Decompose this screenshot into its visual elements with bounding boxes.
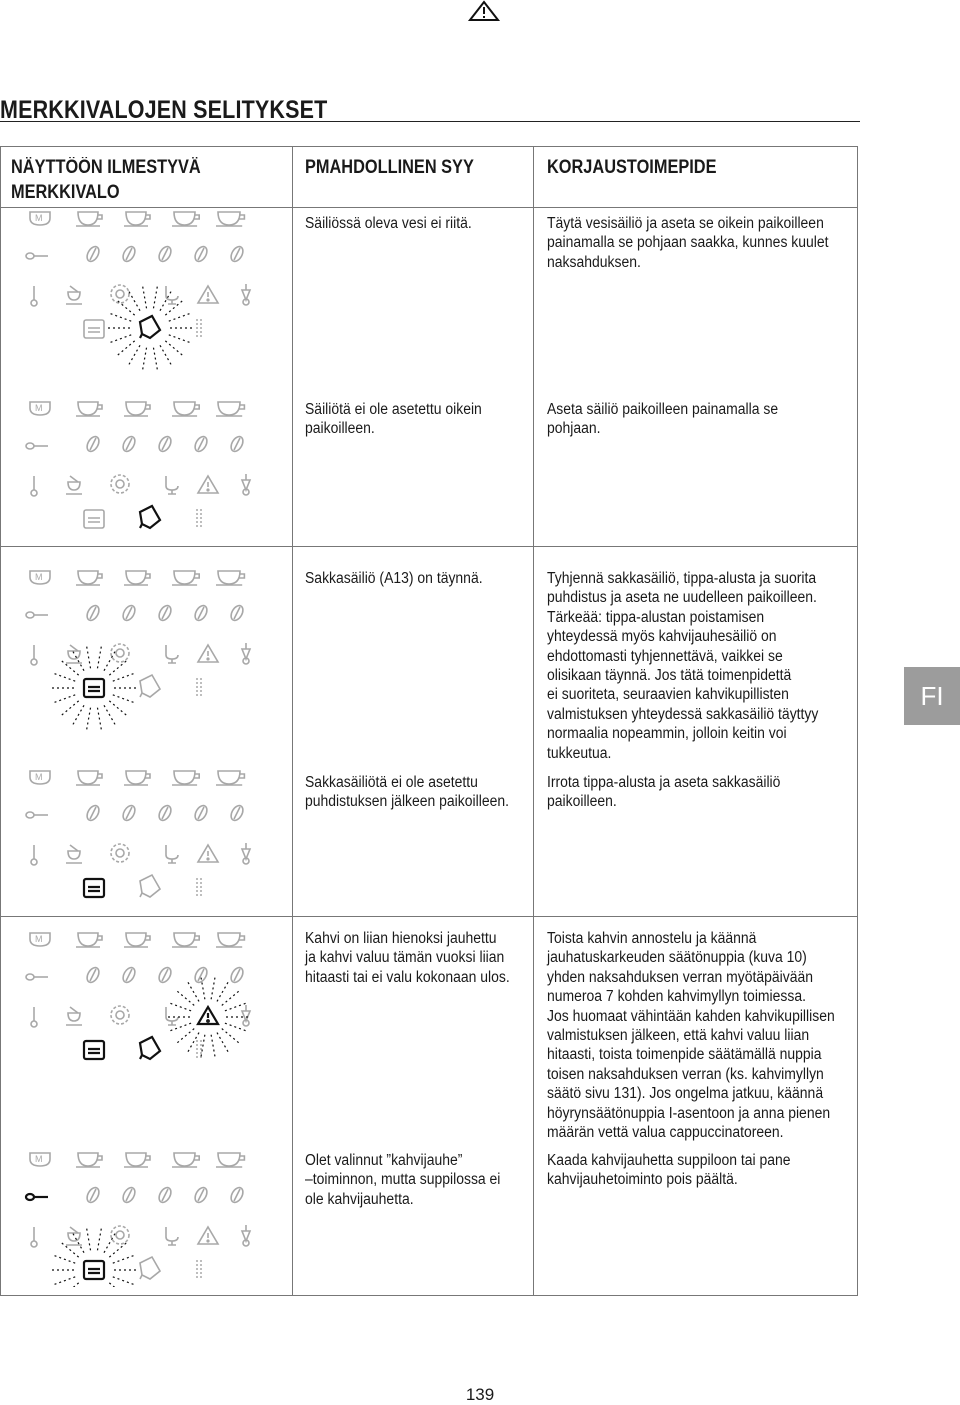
cup-icon [124,933,150,947]
water-tank-icon [140,316,160,338]
tap-icon [166,1227,178,1245]
bean-icon [121,1186,138,1205]
row6-action: Kaada kahvijauhetta suppiloon tai pane kahvijauhetoiminto pois päältä. [547,1152,791,1189]
grounds-container-icon [84,510,104,528]
cup-icon [124,1153,150,1167]
thermometer-icon [31,1227,37,1247]
thermometer-icon [31,286,37,306]
bean-icon [157,604,174,623]
indicator-panel [18,565,283,735]
row4-action: Irrota tippa-alusta ja aseta sakkasäiliö paikoilleen. [547,774,781,811]
spoon-icon [26,253,48,259]
svg-text:M: M [35,213,43,223]
cup-icon [124,402,150,416]
water-tank-icon [140,506,160,528]
page-title: MERKKIVALOJEN SELITYKSET [0,96,328,124]
row-divider [1,546,857,547]
bean-icon [193,804,210,823]
cup-icon [30,933,50,946]
header-indicator: NÄYTTÖÖN ILMESTYVÄ MERKKIVALO [11,157,201,203]
cup-icon [30,402,50,415]
bean-icon [193,604,210,623]
page-number: 139 [465,1385,495,1404]
thermometer-icon [31,476,37,496]
thermometer-icon [31,845,37,865]
tap-icon [166,286,178,304]
warning-icon [198,645,218,662]
bean-icon [193,966,210,985]
drop-icon [242,474,250,495]
cup-icon [124,771,150,785]
drop-icon [242,1225,250,1246]
bean-icon [85,966,102,985]
indicator-panel [18,765,283,905]
column-divider [533,147,534,1295]
title-rule [0,121,860,122]
spoon-icon [26,974,48,980]
steam-icon [66,476,82,494]
tap-icon [166,1007,178,1025]
bean-icon [193,435,210,454]
svg-text:M: M [35,1154,43,1164]
water-tank-icon [140,1257,160,1279]
svg-text:M: M [35,403,43,413]
gear-descale-icon [111,1006,129,1024]
bean-icon [157,966,174,985]
cup-icon [172,571,199,585]
grounds-container-icon [84,320,104,338]
thermometer-icon [31,645,37,665]
tap-icon [166,645,178,663]
steam-icon [66,645,82,663]
cup-icon [76,402,102,416]
cup-icon [216,212,244,226]
column-divider [292,147,293,1295]
cup-icon [172,402,199,416]
svg-text:M: M [35,772,43,782]
spoon-icon [26,1194,48,1200]
gear-descale-icon [111,475,129,493]
grounds-container-icon [84,879,104,897]
row3-cause: Sakkasäiliö (A13) on täynnä. [305,570,483,587]
cup-icon [30,1153,50,1166]
header-action: KORJAUSTOIMEPIDE [547,157,717,178]
bean-icon [121,245,138,264]
bean-icon [85,604,102,623]
bean-icon [85,435,102,454]
bean-icon [157,804,174,823]
language-tab: FI [904,667,960,725]
water-tank-icon [140,675,160,697]
bean-icon [85,1186,102,1205]
dots-icon [196,679,204,695]
bean-icon [157,245,174,264]
dots-icon [196,1261,204,1277]
svg-text:M: M [35,572,43,582]
warning-icon [198,286,218,303]
dots-icon [196,1041,204,1057]
steam-icon [66,1227,82,1245]
row1-action: Täytä vesisäiliö ja aseta se oikein paikoilleen painamalla se pohjaan saakka, kunnes kuulet naksahduksen. [547,215,829,271]
steam-icon [66,286,82,304]
grounds-container-icon [84,1261,104,1279]
bean-icon [121,604,138,623]
warning-icon [198,1007,218,1024]
drop-icon [242,284,250,305]
cup-icon [124,571,150,585]
bean-icon [229,804,246,823]
cup-icon [76,771,102,785]
drop-icon [242,1005,250,1026]
cup-icon [216,771,244,785]
water-tank-icon [140,875,160,897]
bean-icon [121,966,138,985]
steam-icon [66,845,82,863]
bean-icon [193,1186,210,1205]
cup-icon [124,212,150,226]
bean-icon [157,435,174,454]
row2-cause: Säiliötä ei ole asetettu oikein paikoilleen. [305,401,482,438]
cup-icon [172,771,199,785]
dots-icon [196,510,204,526]
bean-icon [121,435,138,454]
dots-icon [196,320,204,336]
bean-icon [229,966,246,985]
dots-icon [196,879,204,895]
row2-action: Aseta säiliö paikoilleen painamalla se pohjaan. [547,401,779,438]
tap-icon [166,845,178,863]
drop-icon [242,643,250,664]
drop-icon [242,843,250,864]
grounds-container-icon [84,679,104,697]
row5-action: Toista kahvin annostelu ja käännä jauhatuskarkeuden säätönuppia (kuva 10) yhden naksahduksen verran myötäpäivään numeroa 7 kohden kahvimyllyn toimiessa. Jos huomaat vähintään kahden kahvikupillisen valmistuksen jälkeen, että kahvi valuu liian hitaasti, toista toimenpide säätämällä nuppia toisen naksahduksen verran (ks. kahvimyllyn säätö sivu 131). Jos ongelma jatkuu, käännä höyrynsäätönuppia I-asentoon ja anna pienen määrän vettä valua cappuccinatoreen. [547,930,835,1142]
spoon-icon [26,812,48,818]
row-divider [1,916,857,917]
indicator-panel [18,206,283,376]
warning-icon [467,0,501,22]
gear-descale-icon [111,844,129,862]
row4-cause: Sakkasäiliötä ei ole asetettu puhdistuksen jälkeen paikoilleen. [305,774,509,811]
steam-icon [66,1007,82,1025]
bean-icon [121,804,138,823]
spoon-icon [26,612,48,618]
warning-icon [198,1227,218,1244]
cup-icon [30,212,50,225]
warning-icon [198,476,218,493]
cup-icon [172,933,199,947]
cup-icon [216,402,244,416]
svg-text:M: M [35,934,43,944]
water-tank-icon [140,1037,160,1059]
cup-icon [30,571,50,584]
cup-icon [216,571,244,585]
cup-icon [172,1153,199,1167]
bean-icon [85,804,102,823]
cup-icon [172,212,199,226]
bean-icon [193,245,210,264]
cup-icon [76,933,102,947]
bean-icon [229,1186,246,1205]
bean-icon [85,245,102,264]
bean-icon [157,1186,174,1205]
warning-icon [198,845,218,862]
bean-icon [229,435,246,454]
cup-icon [216,1153,244,1167]
thermometer-icon [31,1007,37,1027]
indicator-panel [18,927,283,1117]
header-cause: PMAHDOLLINEN SYY [305,157,474,178]
row1-cause: Säiliössä oleva vesi ei riitä. [305,215,472,232]
row6-cause: Olet valinnut ”kahvijauhe” –toiminnon, mutta suppilossa ei ole kahvijauhetta. [305,1152,501,1208]
grounds-container-icon [84,1041,104,1059]
tap-icon [166,476,178,494]
cup-icon [216,933,244,947]
cup-icon [76,571,102,585]
indicator-panel [18,396,283,541]
cup-icon [76,1153,102,1167]
bean-icon [229,245,246,264]
cup-icon [76,212,102,226]
cup-icon [30,771,50,784]
gear-descale-icon [111,285,129,303]
bean-icon [229,604,246,623]
spoon-icon [26,443,48,449]
row3-action: Tyhjennä sakkasäiliö, tippa-alusta ja suorita puhdistus ja aseta ne uudelleen paikoilleen. Tärkeää: tippa-alustan poistamisen yhteydessä myös kahvijauhesäiliö on ehdottomasti tyhjennettävä, vaikkei se olisikaan täynnä. Jos tätä toimenpidettä ei suoriteta, seuraavien kahvikupillisten valmistuksen yhteydessä sakkasäiliö täyttyy normaalia nopeammin, jolloin keitin voi tukkeutua. [547,570,819,762]
indicator-panel [18,1147,283,1287]
row5-cause: Kahvi on liian hienoksi jauhettu ja kahvi valuu tämän vuoksi liian hitaasti tai ei valu kokonaan ulos. [305,930,510,986]
